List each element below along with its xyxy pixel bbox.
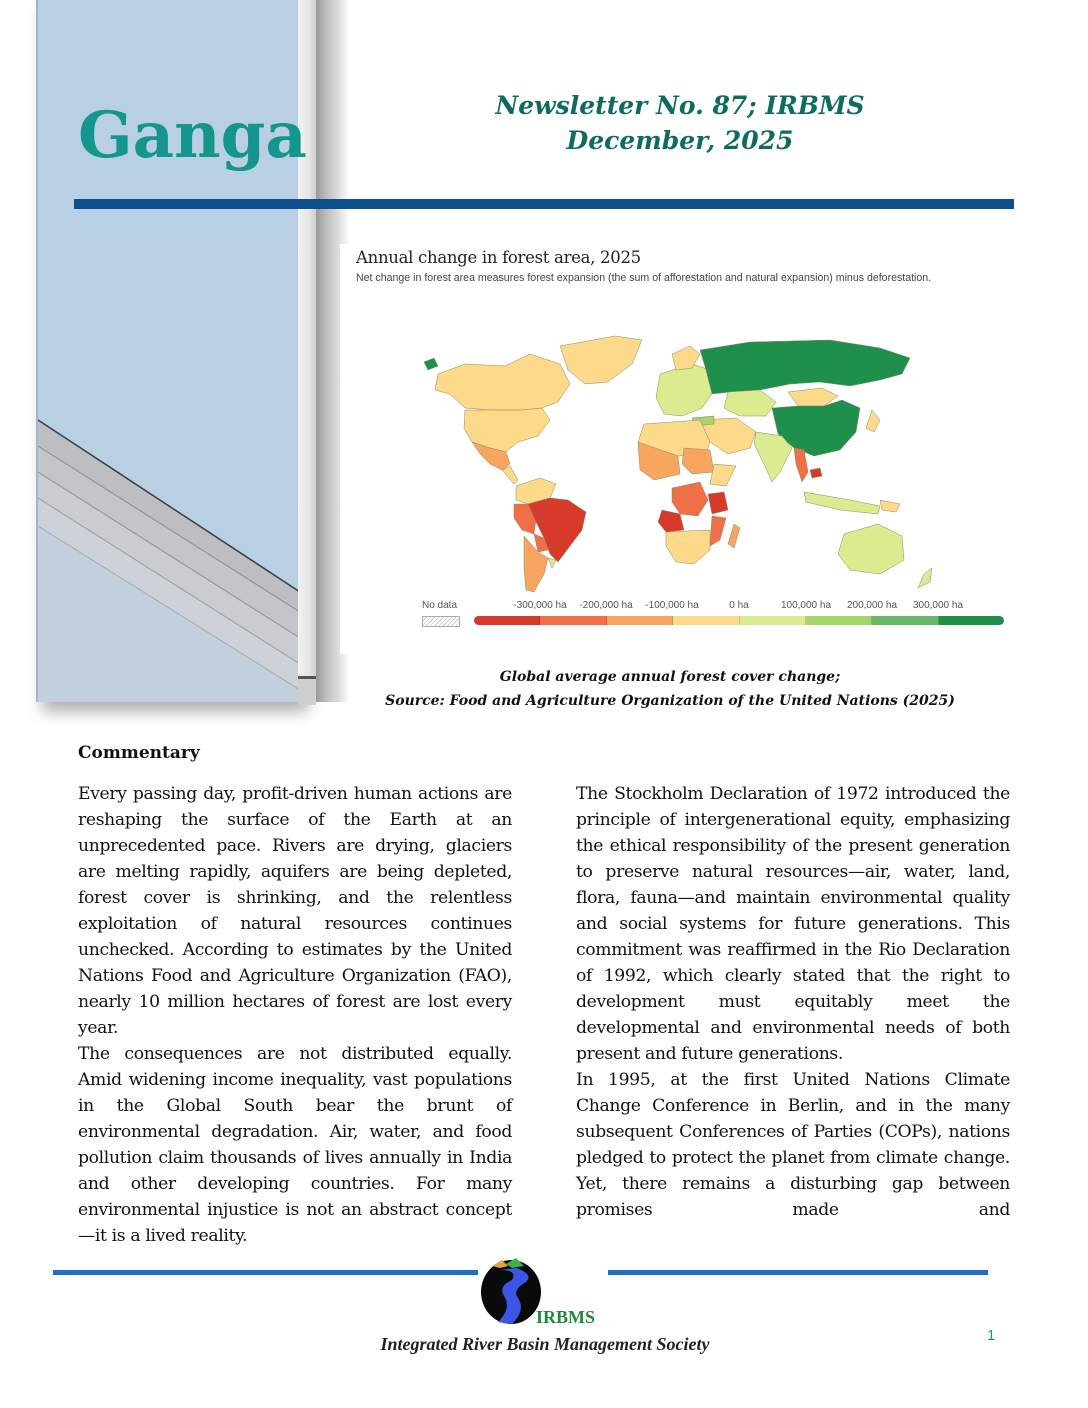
legend-tick-label: 300,000 ha [912,600,964,611]
world-choropleth-map [410,324,990,594]
paragraph: Every passing day, profit-driven human actions are reshaping the surface of the Earth at an unprecedented pace. Rivers are drying, glaciers are melting rapidly, aquifers are being depleted, forest cover is shrinking, and the relentless exploitation of natural resources continues unchecked. According to estimates by the United Nations Food and Agriculture Organization (FAO), nearly 10 million hectares of forest are lost every year. [78,784,512,1038]
banner-base [298,676,316,705]
logo-text: IRBMS [536,1307,596,1327]
region-tanzania [708,492,728,514]
issue-line: Newsletter No. 87; IRBMS [495,91,865,120]
legend-segment [474,616,540,625]
region-alaska-island [424,358,438,370]
figure-caption [340,665,1000,713]
region-drc [672,482,708,516]
commentary-column-right [576,781,1010,1223]
legend-segment [540,616,606,625]
region-cambodia [810,468,822,478]
region-japan [866,410,880,432]
issue-info [480,88,880,158]
region-mongolia [788,388,838,406]
caption-line-2: Source: Food and Agriculture Organization of the United Nations (2025) [385,693,955,709]
paragraph: In 1995, at the first United Nations Climate Change Conference in Berlin, and in the many subsequent Conferences of Parties (COPs), nations pledged to protect the planet from climate change. Yet, there remains a disturbing gap between promises made and [576,1070,1010,1220]
legend-tick-label: 200,000 ha [846,600,898,611]
region-papua [880,500,900,512]
footer-organization: Integrated River Basin Management Society [380,1334,710,1354]
region-greenland [560,336,642,384]
legend-no-data-swatch [422,616,460,627]
legend-segment [673,616,739,625]
newsletter-title: Ganga [78,98,307,173]
legend-segment [740,616,806,625]
region-europe [656,364,712,416]
commentary-column-left [78,781,512,1249]
commentary-heading: Commentary [78,743,200,763]
paragraph: The consequences are not distributed equally. Amid widening income inequality, vast populations in the Global South bear the brunt of environmental degradation. Air, water, and food pollution claim thousands of lives annually in India and other developing countries. For many environmental injustice is not an abstract concept—it is a lived reality. [78,1044,512,1246]
page-number: 1 [987,1327,996,1344]
region-australia [838,524,904,574]
paragraph: The Stockholm Declaration of 1972 introduced the principle of intergenerational equity, emphasizing the ethical responsibility of the present generation to preserve natural resources—air, water, land, flora, fauna—and maintain environmental quality and social systems for future generations. This commitment was reaffirmed in the Rio Declaration of 1992, which clearly stated that the right to development must equitably meet the developmental and environmental needs of both present and future generations. [576,784,1010,1064]
region-new-zealand [918,568,932,588]
header-rule [74,199,1014,209]
footer-rule-right [608,1270,988,1275]
legend-segment [939,616,1004,625]
legend-segment [806,616,872,625]
region-sudan [682,448,714,474]
map-legend [422,598,1012,638]
region-myanmar [794,448,808,482]
legend-tick-label: -100,000 ha [645,600,699,611]
legend-segment [607,616,673,625]
figure-subtitle: Net change in forest area measures forest expansion (the sum of afforestation and natural expansion) minus deforestation. [356,272,932,284]
region-russia [700,340,910,394]
forest-change-map-figure [340,244,1012,654]
legend-tick-label: 0 ha [729,600,749,611]
figure-title: Annual change in forest area, 2025 [356,248,641,267]
footer-rule-left [53,1270,478,1275]
region-mozambique [710,516,726,546]
legend-tick-label: -300,000 ha [513,600,567,611]
issue-date: December, 2025 [566,126,794,155]
legend-tick-label: 100,000 ha [780,600,832,611]
region-kazakhstan [724,390,776,416]
legend-color-bar [474,616,1004,625]
region-canada [435,354,570,410]
region-madagascar [728,524,740,548]
caption-line-1: Global average annual forest cover change; [499,669,841,685]
legend-tick-label: -200,000 ha [579,600,633,611]
legend-no-data-label: No data [422,600,458,611]
region-horn-of-africa [710,464,736,486]
region-uruguay [548,558,556,568]
region-southern-africa [666,530,710,564]
region-central-america [502,466,518,484]
legend-segment [872,616,938,625]
region-indonesia [804,492,880,514]
